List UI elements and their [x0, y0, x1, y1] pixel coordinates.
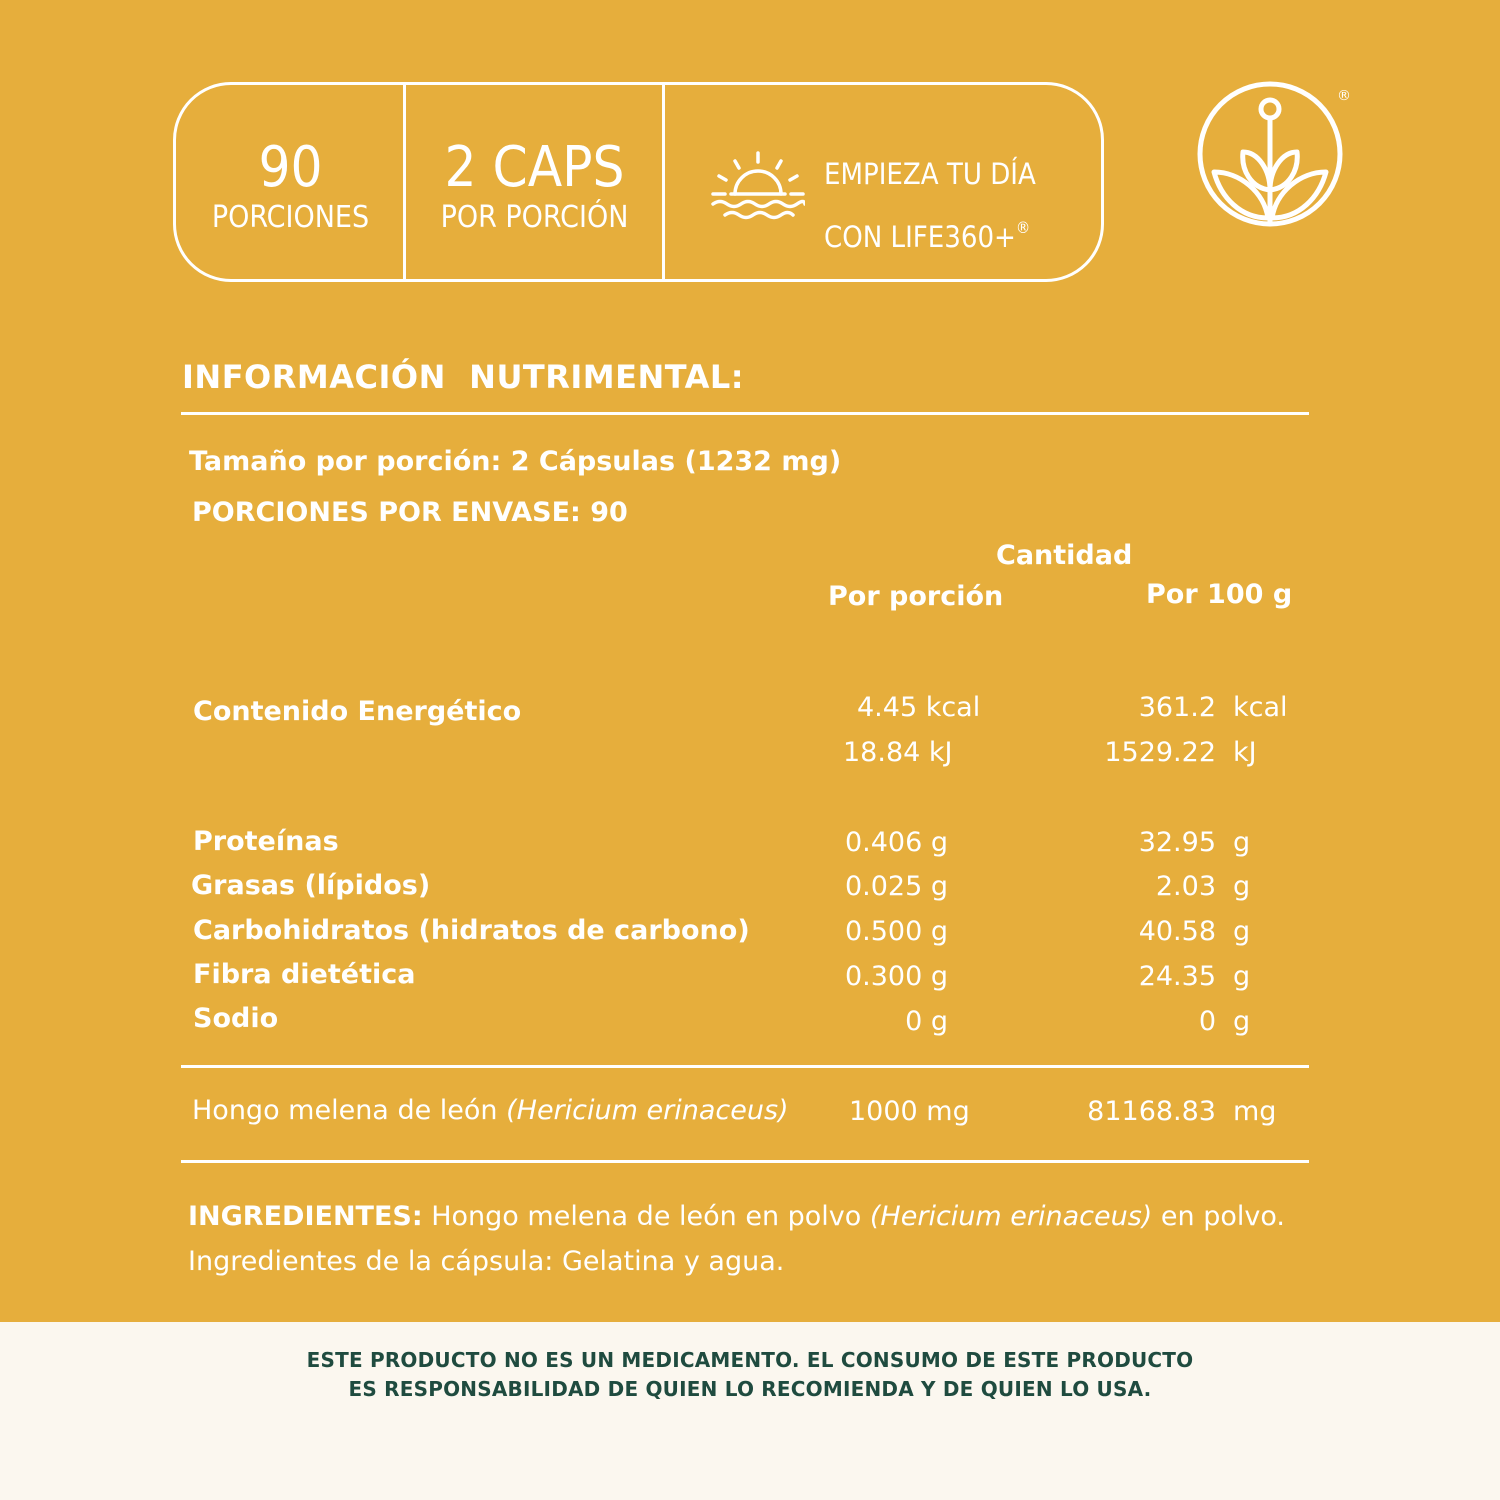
- serving-size: Tamaño por porción: 2 Cápsulas (1232 mg): [189, 446, 842, 477]
- nutrient-label: Sodio: [193, 1003, 279, 1034]
- slogan: [824, 147, 1084, 264]
- energy-kcal-serving: 4.45 kcal: [857, 692, 981, 723]
- nutrient-label: Grasas (lípidos): [191, 870, 431, 901]
- caps-cell: [406, 85, 663, 279]
- slogan-brand: CON LIFE360+: [824, 220, 1016, 254]
- energy-kj-serving: 18.84 kJ: [843, 737, 953, 768]
- active-ingredient-label: [192, 1095, 789, 1126]
- pill-divider: [662, 85, 665, 279]
- energy-kj-100: 1529.22: [1104, 737, 1216, 768]
- nutrient-per-100g: 0: [1198, 1006, 1216, 1037]
- nutrient-per-100g: 24.35: [1138, 961, 1216, 992]
- divider-line: [181, 1065, 1309, 1068]
- divider-line: [181, 1160, 1309, 1163]
- nutrient-unit: g: [1233, 1006, 1251, 1037]
- ingredients-heading: INGREDIENTES:: [188, 1201, 423, 1232]
- energy-kcal-100: 361.2: [1138, 692, 1216, 723]
- nutrient-unit: g: [1233, 961, 1251, 992]
- ingredients-text-a: Hongo melena de león en polvo: [422, 1201, 870, 1232]
- nutrient-label: Fibra dietética: [193, 959, 416, 990]
- ingredients-text-b: en polvo.: [1152, 1201, 1285, 1232]
- divider-line: [181, 412, 1309, 415]
- column-group-heading: Cantidad: [996, 540, 1133, 571]
- sunrise-icon: [711, 148, 805, 226]
- slogan-line-2: [824, 201, 1084, 264]
- ingredients-scientific-name: (Hericium erinaceus): [869, 1201, 1153, 1232]
- active-ingredient-per-serving: 1000 mg: [849, 1096, 970, 1127]
- ingredients-text: [188, 1194, 1338, 1284]
- nutrient-unit: g: [1233, 827, 1251, 858]
- nutrient-per-100g: 2.03: [1155, 871, 1216, 902]
- nutrient-label: Proteínas: [193, 826, 339, 857]
- disclaimer-line-2: ES RESPONSABILIDAD DE QUIEN LO RECOMIENDA Y DE QUIEN LO USA.: [348, 1377, 1152, 1401]
- energy-kcal-unit: kcal: [1233, 692, 1288, 723]
- ingredients-line-2: Ingredientes de la cápsula: Gelatina y agua.: [188, 1246, 785, 1277]
- active-ingredient-scientific-name: (Hericium erinaceus): [506, 1095, 789, 1126]
- nutrient-unit: g: [1233, 916, 1251, 947]
- energy-kj-unit: kJ: [1233, 737, 1257, 768]
- ingredients-line-1: [188, 1194, 1338, 1239]
- logo-registered-mark: ®: [1337, 88, 1351, 104]
- nutrient-per-100g: 40.58: [1138, 916, 1216, 947]
- active-ingredient-name: Hongo melena de león: [192, 1095, 507, 1126]
- nutrient-per-serving: 0 g: [905, 1006, 948, 1037]
- nutrition-title: INFORMACIÓN NUTRIMENTAL:: [182, 358, 745, 396]
- nutrient-per-serving: 0.406 g: [844, 827, 948, 858]
- nutrient-per-serving: 0.500 g: [844, 916, 948, 947]
- servings-per-container: PORCIONES POR ENVASE: 90: [192, 497, 628, 528]
- column-per-serving: Por porción: [828, 581, 1004, 612]
- portions-label: PORCIONES: [211, 200, 370, 235]
- portions-cell: [176, 85, 405, 279]
- nutrient-per-serving: 0.300 g: [844, 961, 948, 992]
- active-ingredient-unit: mg: [1233, 1096, 1277, 1127]
- caps-label: POR PORCIÓN: [440, 200, 629, 235]
- portions-value: 90: [258, 135, 323, 200]
- header-summary-pill: [173, 82, 1104, 282]
- nutrient-unit: g: [1233, 871, 1251, 902]
- plant-logo-icon: [1196, 80, 1344, 228]
- disclaimer-line-1: ESTE PRODUCTO NO ES UN MEDICAMENTO. EL CONSUMO DE ESTE PRODUCTO: [306, 1348, 1194, 1372]
- caps-value: 2 CAPS: [444, 135, 625, 200]
- nutrient-per-serving: 0.025 g: [844, 871, 948, 902]
- slogan-line-1: EMPIEZA TU DÍA: [824, 157, 1036, 191]
- nutrient-label: Carbohidratos (hidratos de carbono): [193, 915, 750, 946]
- energy-label: Contenido Energético: [193, 696, 522, 727]
- slogan-registered-mark: ®: [1015, 218, 1031, 237]
- active-ingredient-per-100g: 81168.83: [1087, 1096, 1216, 1127]
- column-per-100g: Por 100 g: [1146, 579, 1293, 610]
- nutrient-per-100g: 32.95: [1138, 827, 1216, 858]
